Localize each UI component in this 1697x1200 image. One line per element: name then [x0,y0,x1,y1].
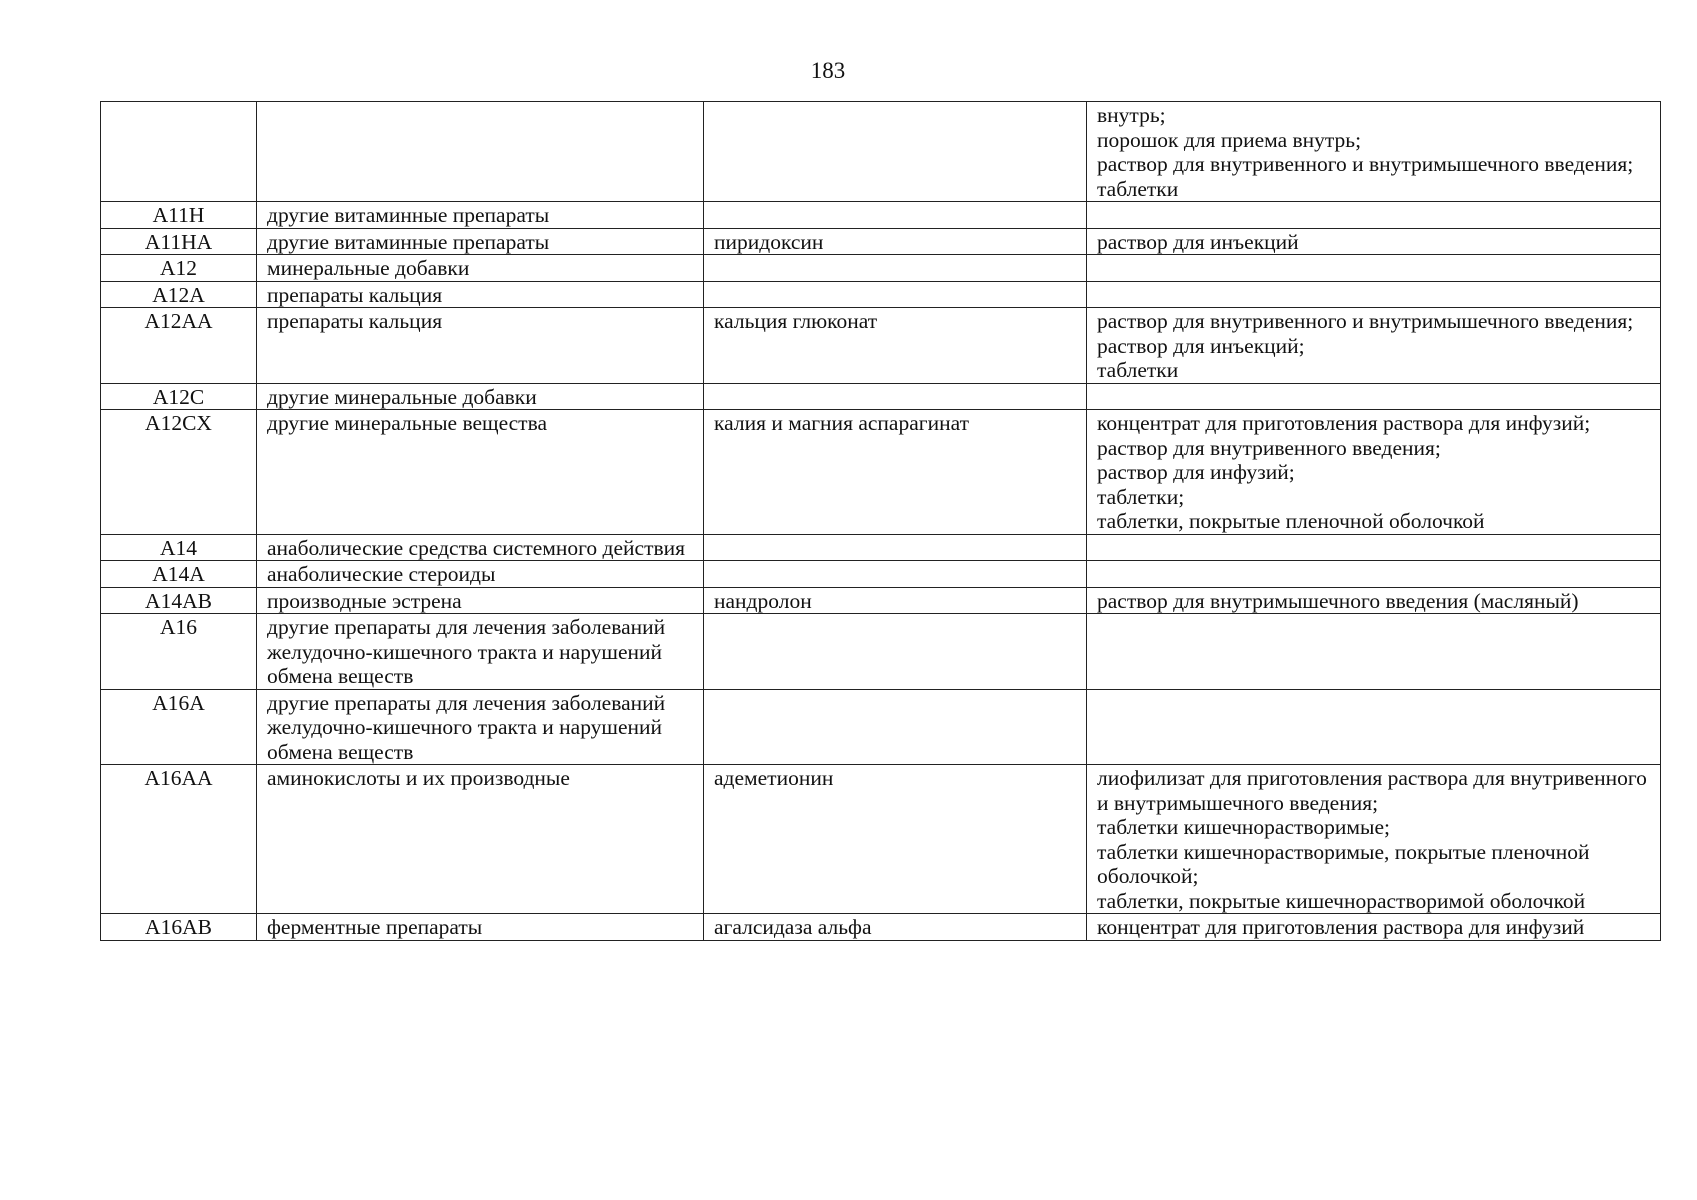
dosage-form-cell: раствор для внутривенного и внутримышечного введения; раствор для инъекций; таблетки [1087,308,1661,384]
dosage-form-cell [1087,689,1661,765]
dosage-form-cell [1087,561,1661,588]
atc-group-cell: анаболические стероиды [257,561,704,588]
atc-group-cell: минеральные добавки [257,255,704,282]
drug-name-cell [704,202,1087,229]
table-row [101,614,1661,690]
dosage-form-cell: лиофилизат для приготовления раствора для внутривенного и внутримышечного введения; таблетки кишечнорастворимые; таблетки кишечнорастворимые, покрытые пленочной оболочкой; таблетки, покрытые кишечнорастворимой оболочкой [1087,765,1661,914]
drug-name-cell [704,614,1087,690]
table-row [101,410,1661,535]
dosage-form-cell [1087,534,1661,561]
atc-group-cell: препараты кальция [257,281,704,308]
atc-code-cell: A14AB [101,587,257,614]
atc-group-cell [257,102,704,202]
drug-name-cell [704,689,1087,765]
atc-group-cell: другие препараты для лечения заболеваний желудочно-кишечного тракта и нарушений обмена веществ [257,689,704,765]
dosage-form-cell: раствор для инъекций [1087,228,1661,255]
atc-group-cell: другие минеральные добавки [257,383,704,410]
atc-code-cell: A11HA [101,228,257,255]
table-row [101,914,1661,941]
drug-name-cell: калия и магния аспарагинат [704,410,1087,535]
table-row [101,534,1661,561]
atc-group-cell: производные эстрена [257,587,704,614]
atc-code-cell: A16A [101,689,257,765]
table-row [101,689,1661,765]
table-row [101,281,1661,308]
drug-name-cell: нандролон [704,587,1087,614]
atc-group-cell: анаболические средства системного действия [257,534,704,561]
atc-group-cell: аминокислоты и их производные [257,765,704,914]
drug-name-cell: агалсидаза альфа [704,914,1087,941]
table-row [101,765,1661,914]
drug-name-cell: пиридоксин [704,228,1087,255]
drug-name-cell [704,281,1087,308]
atc-code-cell: A16 [101,614,257,690]
atc-code-cell: A14 [101,534,257,561]
atc-code-cell: A12A [101,281,257,308]
dosage-form-cell: концентрат для приготовления раствора для инфузий [1087,914,1661,941]
atc-code-cell: A12AA [101,308,257,384]
atc-code-cell: A12C [101,383,257,410]
table-row [101,102,1661,202]
atc-code-cell: A16AA [101,765,257,914]
atc-code-cell: A16AB [101,914,257,941]
table-row [101,587,1661,614]
drug-name-cell [704,383,1087,410]
atc-group-cell: другие витаминные препараты [257,202,704,229]
table-row [101,202,1661,229]
drug-name-cell [704,102,1087,202]
drug-name-cell: кальция глюконат [704,308,1087,384]
atc-group-cell: другие витаминные препараты [257,228,704,255]
drug-name-cell: адеметионин [704,765,1087,914]
atc-group-cell: другие препараты для лечения заболеваний желудочно-кишечного тракта и нарушений обмена веществ [257,614,704,690]
dosage-form-cell [1087,614,1661,690]
table-row [101,561,1661,588]
atc-code-cell: A12CX [101,410,257,535]
atc-group-cell: другие минеральные вещества [257,410,704,535]
dosage-form-cell: концентрат для приготовления раствора для инфузий; раствор для внутривенного введения; раствор для инфузий; таблетки; таблетки, покрытые пленочной оболочкой [1087,410,1661,535]
drug-name-cell [704,561,1087,588]
dosage-form-cell: внутрь; порошок для приема внутрь; раствор для внутривенного и внутримышечного введения; таблетки [1087,102,1661,202]
table-row [101,308,1661,384]
atc-code-cell: A11H [101,202,257,229]
atc-code-cell: A14A [101,561,257,588]
dosage-form-cell [1087,202,1661,229]
page-number: 183 [810,58,846,83]
table-row [101,228,1661,255]
table-row [101,255,1661,282]
atc-code-cell [101,102,257,202]
drug-table [100,101,1661,941]
dosage-form-cell [1087,255,1661,282]
atc-code-cell: A12 [101,255,257,282]
dosage-form-cell: раствор для внутримышечного введения (масляный) [1087,587,1661,614]
atc-group-cell: ферментные препараты [257,914,704,941]
dosage-form-cell [1087,281,1661,308]
atc-group-cell: препараты кальция [257,308,704,384]
drug-name-cell [704,534,1087,561]
drug-name-cell [704,255,1087,282]
table-row [101,383,1661,410]
dosage-form-cell [1087,383,1661,410]
